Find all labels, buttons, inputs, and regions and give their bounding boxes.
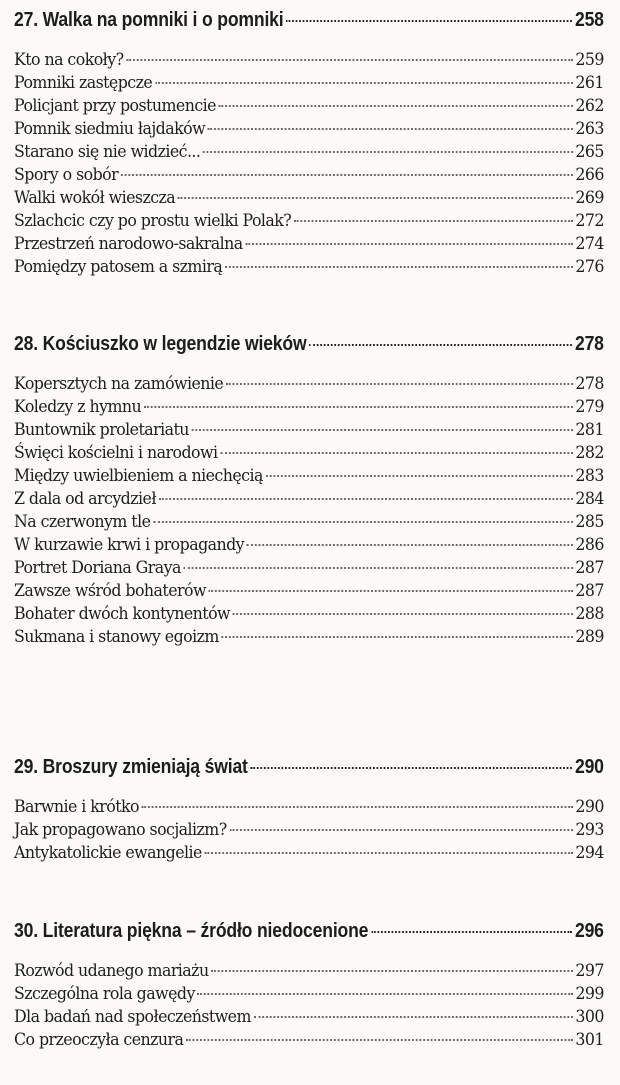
toc-entry	[14, 466, 604, 489]
dot-leader	[309, 344, 572, 346]
dot-leader	[153, 521, 572, 523]
dot-leader	[186, 1039, 572, 1041]
entry-title: Z dala od arcydzieł	[14, 489, 156, 509]
toc-entry	[14, 257, 604, 280]
dot-leader	[192, 429, 573, 431]
entry-title: Buntownik proletariatu	[14, 420, 189, 440]
entry-page-number: 279	[575, 397, 604, 417]
entry-title: Bohater dwóch kontynentów	[14, 604, 231, 624]
entry-page-number: 290	[575, 797, 604, 817]
dot-leader	[266, 475, 573, 477]
entry-page-number: 299	[575, 984, 604, 1004]
entry-title: Koledzy z hymnu	[14, 397, 142, 417]
chapter-heading	[14, 920, 604, 950]
entry-title: Pomniki zastępcze	[14, 73, 153, 93]
entry-title: W kurzawie krwi i propagandy	[14, 535, 245, 555]
entry-page-number: 272	[575, 211, 604, 231]
entry-page-number: 283	[575, 466, 604, 486]
toc-entry	[14, 843, 604, 866]
chapter-page-number: 290	[574, 756, 604, 778]
entry-page-number: 289	[575, 627, 604, 647]
entry-title: Zawsze wśród bohaterów	[14, 581, 206, 601]
entry-page-number: 285	[575, 512, 604, 532]
dot-leader	[155, 82, 573, 84]
entry-page-number: 293	[575, 820, 604, 840]
entry-page-number: 287	[575, 558, 604, 578]
toc-entry	[14, 420, 604, 443]
dot-leader	[144, 406, 573, 408]
dot-leader	[250, 767, 572, 769]
toc-section-28	[14, 333, 604, 650]
toc-entry	[14, 489, 604, 512]
dot-leader	[211, 970, 572, 972]
entry-title: Między uwielbieniem a niechęcią	[14, 466, 263, 486]
toc-entry	[14, 234, 604, 257]
toc-section-27	[14, 9, 604, 280]
entry-title: Spory o sobór	[14, 165, 119, 185]
toc-entry	[14, 627, 604, 650]
entry-title: Pomiędzy patosem a szmirą	[14, 257, 223, 277]
dot-leader	[198, 993, 573, 995]
entry-title: Szlachcic czy po prostu wielki Polak?	[14, 211, 292, 231]
chapter-title: 30. Literatura piękna – źródło niedocenione	[14, 920, 369, 942]
entry-page-number: 278	[575, 374, 604, 394]
toc-entry	[14, 165, 604, 188]
chapter-page-number: 258	[574, 9, 604, 31]
dot-leader	[247, 544, 573, 546]
dot-leader	[219, 105, 573, 107]
toc-entry	[14, 558, 604, 581]
entry-page-number: 266	[575, 165, 604, 185]
entry-page-number: 261	[575, 73, 604, 93]
entry-title: Rozwód udanego mariażu	[14, 961, 209, 981]
entry-title: Dla badań nad społeczeństwem	[14, 1007, 251, 1027]
entry-page-number: 300	[575, 1007, 604, 1027]
dot-leader	[229, 829, 572, 831]
dot-leader	[208, 128, 573, 130]
entry-title: Sukmana i stanowy egoizm	[14, 627, 219, 647]
chapter-page-number: 278	[574, 333, 604, 355]
toc-entry	[14, 50, 604, 73]
dot-leader	[233, 613, 573, 615]
entry-page-number: 284	[575, 489, 604, 509]
dot-leader	[254, 1016, 573, 1018]
entry-page-number: 274	[575, 234, 604, 254]
entry-page-number: 263	[575, 119, 604, 139]
toc-entry	[14, 374, 604, 397]
dot-leader	[126, 59, 572, 61]
entry-page-number: 294	[575, 843, 604, 863]
toc-entry	[14, 1030, 604, 1053]
toc-entry	[14, 96, 604, 119]
entry-title: Przestrzeń narodowo-sakralna	[14, 234, 243, 254]
toc-entry	[14, 820, 604, 843]
dot-leader	[245, 243, 572, 245]
toc-section-30	[14, 920, 604, 1053]
entry-page-number: 287	[575, 581, 604, 601]
entry-page-number: 269	[575, 188, 604, 208]
entry-title: Na czerwonym tle	[14, 512, 151, 532]
dot-leader	[203, 151, 572, 153]
dot-leader	[121, 174, 573, 176]
dot-leader	[371, 931, 572, 933]
dot-leader	[226, 383, 573, 385]
toc-entry	[14, 188, 604, 211]
toc-entry	[14, 797, 604, 820]
toc-entry	[14, 443, 604, 466]
entry-title: Walki wokół wieszcza	[14, 188, 176, 208]
entry-page-number: 301	[575, 1030, 604, 1050]
dot-leader	[225, 266, 573, 268]
entry-page-number: 288	[575, 604, 604, 624]
entry-title: Jak propagowano socjalizm?	[14, 820, 227, 840]
dot-leader	[222, 636, 573, 638]
toc-entry	[14, 535, 604, 558]
entry-title: Pomnik siedmiu łajdaków	[14, 119, 206, 139]
chapter-page-number: 296	[574, 920, 604, 942]
dot-leader	[178, 197, 573, 199]
dot-leader	[220, 452, 572, 454]
dot-leader	[159, 498, 573, 500]
dot-leader	[184, 567, 573, 569]
entry-title: Barwnie i krótko	[14, 797, 140, 817]
entry-title: Co przeoczyła cenzura	[14, 1030, 184, 1050]
toc-entry	[14, 119, 604, 142]
toc-entry	[14, 73, 604, 96]
chapter-heading	[14, 333, 604, 363]
entry-title: Kopersztych na zamówienie	[14, 374, 224, 394]
toc-entry	[14, 142, 604, 165]
entry-page-number: 297	[575, 961, 604, 981]
chapter-title: 28. Kościuszko w legendzie wieków	[14, 333, 307, 355]
chapter-heading	[14, 9, 604, 39]
toc-entry	[14, 512, 604, 535]
toc-section-29	[14, 756, 604, 866]
toc-entry	[14, 581, 604, 604]
entry-page-number: 281	[575, 420, 604, 440]
entry-page-number: 286	[575, 535, 604, 555]
toc-entry	[14, 604, 604, 627]
entry-title: Kto na cokoły?	[14, 50, 124, 70]
entry-page-number: 265	[575, 142, 604, 162]
entry-page-number: 259	[575, 50, 604, 70]
toc-entry	[14, 961, 604, 984]
dot-leader	[286, 20, 572, 22]
toc-entry	[14, 211, 604, 234]
entry-title: Szczególna rola gawędy	[14, 984, 195, 1004]
entry-page-number: 276	[575, 257, 604, 277]
dot-leader	[205, 852, 573, 854]
entry-title: Policjant przy postumencie	[14, 96, 216, 116]
entry-title: Portret Doriana Graya	[14, 558, 181, 578]
dot-leader	[209, 590, 573, 592]
chapter-title: 29. Broszury zmieniają świat	[14, 756, 248, 778]
entry-title: Antykatolickie ewangelie	[14, 843, 202, 863]
dot-leader	[142, 806, 573, 808]
toc-entry	[14, 1007, 604, 1030]
dot-leader	[294, 220, 573, 222]
toc-entry	[14, 397, 604, 420]
toc-entry	[14, 984, 604, 1007]
chapter-heading	[14, 756, 604, 786]
entry-page-number: 262	[575, 96, 604, 116]
entry-title: Święci kościelni i narodowi	[14, 443, 218, 463]
entry-title: Starano się nie widzieć...	[14, 142, 201, 162]
entry-page-number: 282	[575, 443, 604, 463]
chapter-title: 27. Walka na pomniki i o pomniki	[14, 9, 284, 31]
